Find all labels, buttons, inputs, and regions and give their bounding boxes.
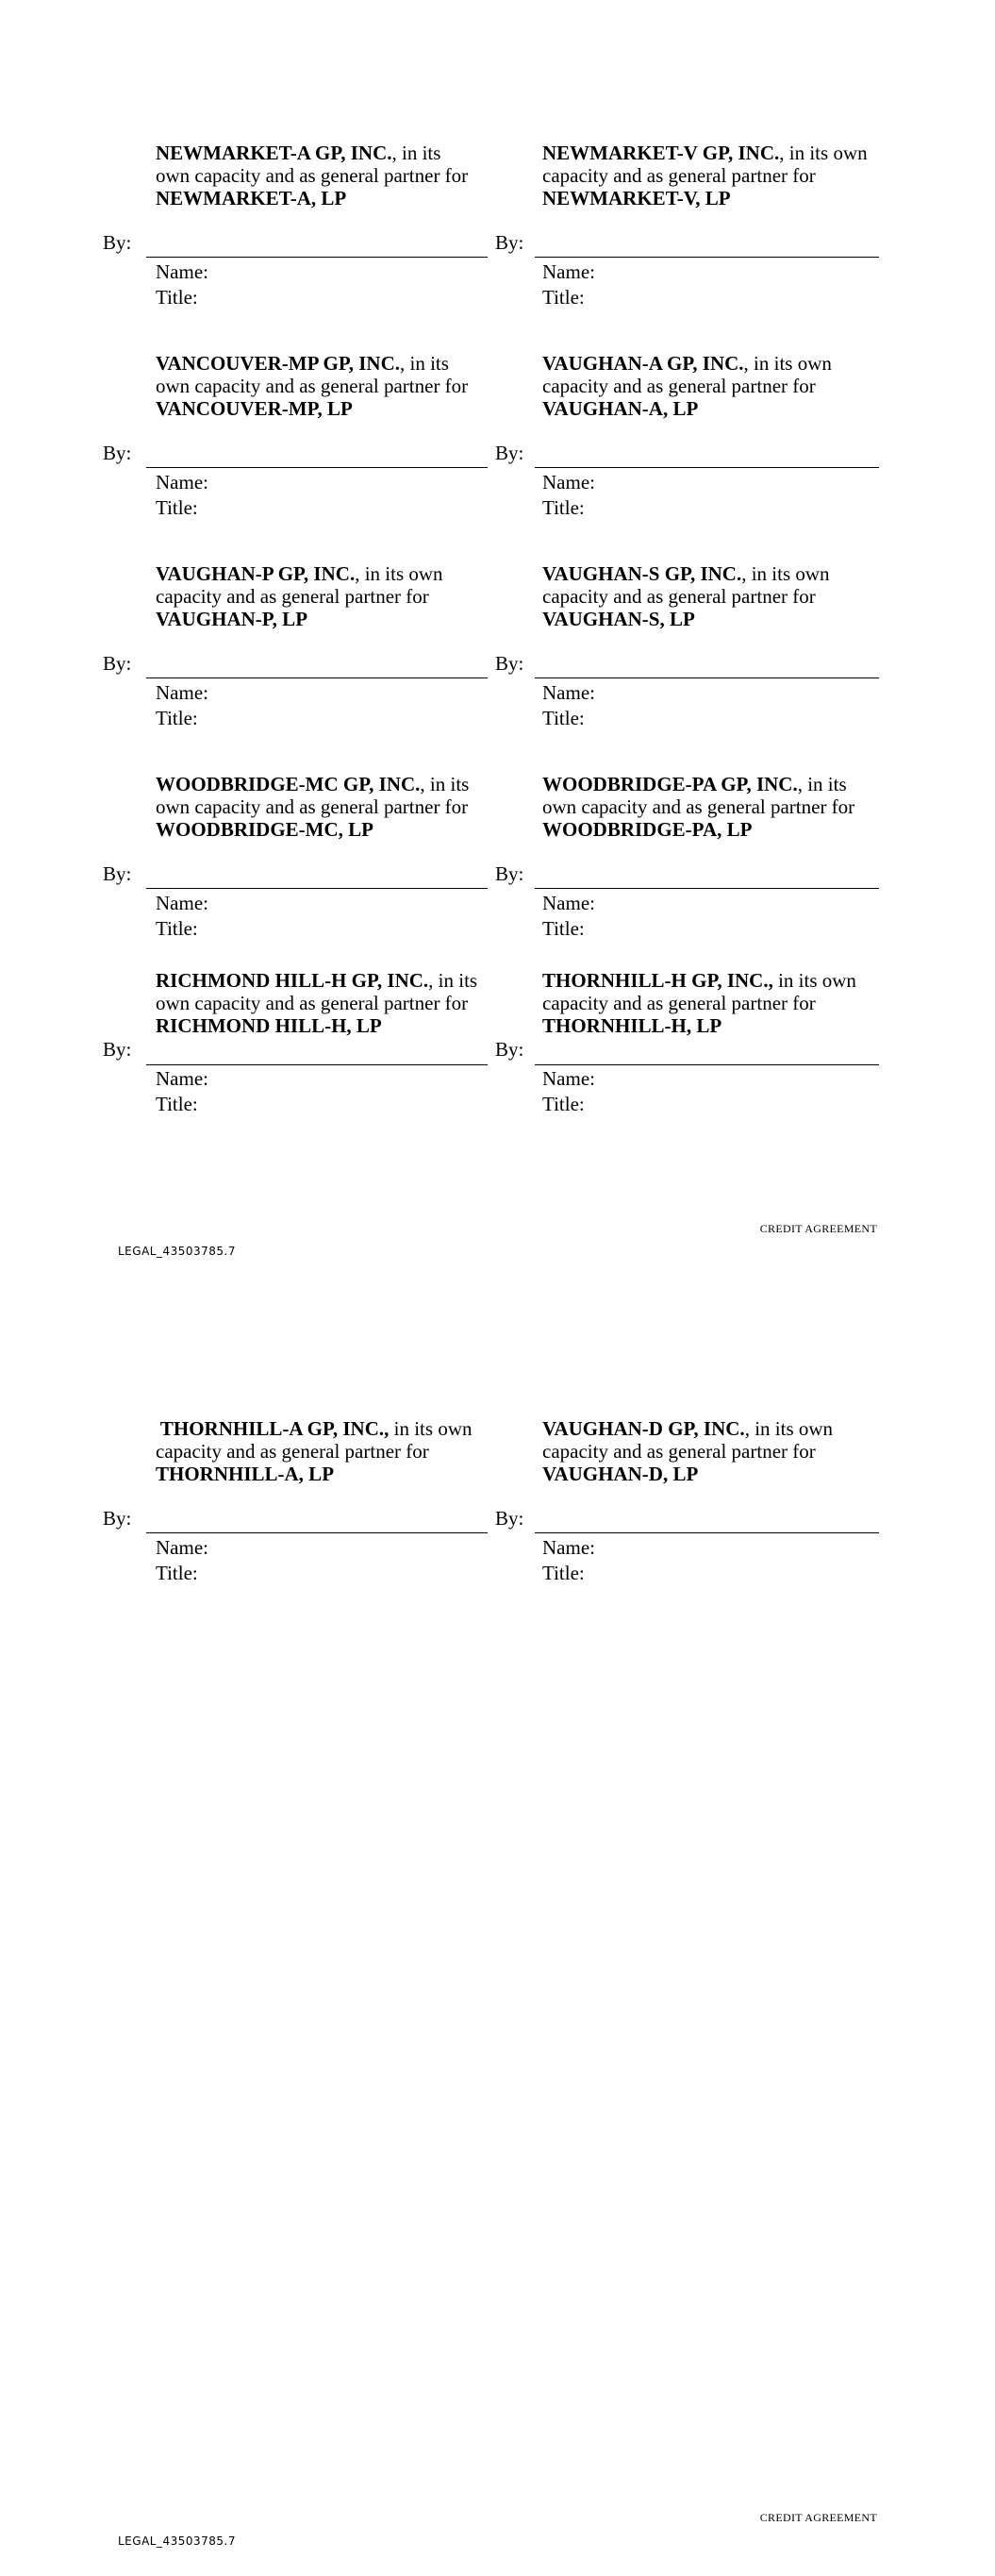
signature-line[interactable] [535,467,879,468]
entity-text: NEWMARKET-A GP, INC., in its own capacity and as general partner for NEWMARKET-A, LP [156,142,469,209]
signature-line[interactable] [146,1532,488,1533]
by-label: By: [495,652,524,675]
entity-text: THORNHILL-H GP, INC., in its own capacity and as general partner for THORNHILL-H, LP [542,969,856,1037]
by-label: By: [103,1507,132,1530]
entity-text: NEWMARKET-V GP, INC., in its own capacity and as general partner for NEWMARKET-V, LP [542,142,868,209]
title-label: Title: [542,917,585,940]
signature-line[interactable] [146,467,488,468]
entity-text: WOODBRIDGE-MC GP, INC., in its own capacity and as general partner for WOODBRIDGE-MC, LP [156,773,470,841]
entity-text: THORNHILL-A GP, INC., in its own capacity and as general partner for THORNHILL-A, LP [156,1417,473,1485]
by-label: By: [495,1038,524,1061]
signature-line[interactable] [146,888,488,889]
footer-doc-id: LEGAL_43503785.7 [118,2534,236,2548]
name-label: Name: [156,1067,208,1090]
entity-text: VANCOUVER-MP GP, INC., in its own capacity and as general partner for VANCOUVER-MP, LP [156,352,469,420]
name-label: Name: [542,1067,595,1090]
footer-document-title: CREDIT AGREEMENT [759,1222,877,1235]
by-label: By: [495,862,524,885]
by-label: By: [103,442,132,464]
signature-line[interactable] [535,257,879,258]
title-label: Title: [542,496,585,519]
title-label: Title: [542,286,585,309]
entity-text: WOODBRIDGE-PA GP, INC., in its own capacity and as general partner for WOODBRIDGE-PA, LP [542,773,855,841]
by-label: By: [495,1507,524,1530]
title-label: Title: [156,1093,198,1115]
name-label: Name: [156,260,208,283]
entity-text: VAUGHAN-S GP, INC., in its own capacity and as general partner for VAUGHAN-S, LP [542,562,830,630]
title-label: Title: [542,707,585,729]
title-label: Title: [156,707,198,729]
by-label: By: [103,231,132,254]
name-label: Name: [156,1536,208,1559]
footer-doc-id: LEGAL_43503785.7 [118,1245,236,1258]
by-label: By: [103,862,132,885]
title-label: Title: [156,1562,198,1584]
title-label: Title: [156,496,198,519]
name-label: Name: [156,681,208,704]
footer-document-title: CREDIT AGREEMENT [759,2511,877,2524]
signature-line[interactable] [535,888,879,889]
signature-line[interactable] [535,1064,879,1065]
name-label: Name: [542,892,595,914]
by-label: By: [495,231,524,254]
entity-text: VAUGHAN-D GP, INC., in its own capacity and as general partner for VAUGHAN-D, LP [542,1417,834,1485]
title-label: Title: [156,917,198,940]
signature-line[interactable] [146,257,488,258]
title-label: Title: [542,1093,585,1115]
name-label: Name: [156,471,208,493]
name-label: Name: [542,681,595,704]
name-label: Name: [542,1536,595,1559]
name-label: Name: [156,892,208,914]
title-label: Title: [156,286,198,309]
by-label: By: [495,442,524,464]
signature-line[interactable] [146,677,488,678]
name-label: Name: [542,260,595,283]
signature-line[interactable] [535,677,879,678]
entity-text: VAUGHAN-P GP, INC., in its own capacity and as general partner for VAUGHAN-P, LP [156,562,443,630]
by-label: By: [103,652,132,675]
title-label: Title: [542,1562,585,1584]
entity-text: RICHMOND HILL-H GP, INC., in its own capacity and as general partner for RICHMOND HILL-H, LP [156,969,478,1037]
name-label: Name: [542,471,595,493]
signature-line[interactable] [535,1532,879,1533]
entity-text: VAUGHAN-A GP, INC., in its own capacity and as general partner for VAUGHAN-A, LP [542,352,832,420]
by-label: By: [103,1038,132,1061]
signature-line[interactable] [146,1064,488,1065]
